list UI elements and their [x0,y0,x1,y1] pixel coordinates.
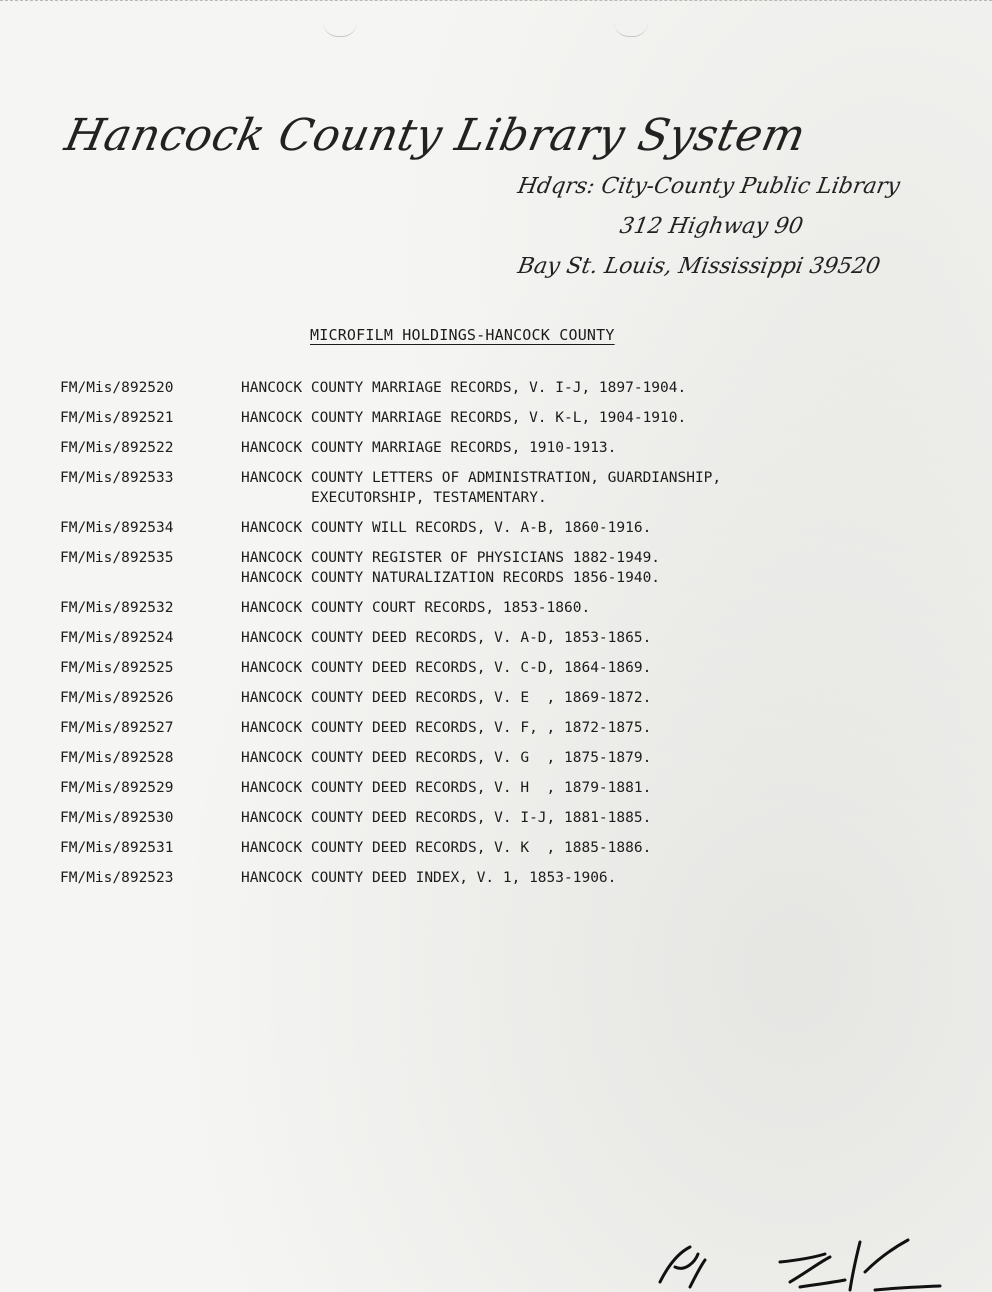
letterhead-library-name: Hancock County Library System [60,110,811,161]
holding-row [60,868,940,888]
holding-description-text: HANCOCK COUNTY COURT RECORDS, 1853-1860. [241,600,591,616]
holding-description [241,628,651,648]
holding-call-number: FM/Mis/892528 [60,750,174,766]
holding-description [241,518,651,538]
holding-call-number: FM/Mis/892526 [60,690,174,706]
holding-call-number: FM/Mis/892522 [60,440,174,456]
letterhead-address-line1: Hdqrs: City-County Public Library [515,174,902,199]
holding-row [60,598,940,618]
holding-description [241,378,686,398]
holding-description [241,838,651,858]
punch-hole-mark [614,22,648,37]
holding-description-second-line: HANCOCK COUNTY NATURALIZATION RECORDS 1856-1940. [241,570,661,586]
holding-row [60,808,940,828]
holding-description-text: HANCOCK COUNTY REGISTER OF PHYSICIANS 1882-1949. [241,550,661,566]
holding-description-text: HANCOCK COUNTY DEED RECORDS, V. F, , 1872-1875. [241,720,652,736]
holding-row [60,688,940,708]
holding-description-text: HANCOCK COUNTY DEED RECORDS, V. K , 1885-1886. [241,840,652,856]
handwritten-initials [650,1232,950,1292]
holding-description [241,658,651,678]
holding-description-text: HANCOCK COUNTY DEED RECORDS, V. C-D, 1864-1869. [241,660,652,676]
holding-row [60,408,940,428]
holding-call-number: FM/Mis/892532 [60,600,174,616]
holding-call-number: FM/Mis/892534 [60,520,174,536]
holding-call-number: FM/Mis/892525 [60,660,174,676]
holding-description [241,438,616,458]
holding-row [60,468,940,508]
holding-row [60,628,940,648]
holding-description [241,808,651,828]
holding-call-number: FM/Mis/892530 [60,810,174,826]
holding-description [241,748,651,768]
holding-description [241,598,590,618]
holding-call-number: FM/Mis/892524 [60,630,174,646]
holding-description [241,408,686,428]
holding-description-text: HANCOCK COUNTY MARRIAGE RECORDS, V. I-J, 1897-1904. [241,380,687,396]
holding-row [60,658,940,678]
holding-row [60,378,940,398]
holding-description-text: HANCOCK COUNTY MARRIAGE RECORDS, 1910-1913. [241,440,617,456]
holding-call-number: FM/Mis/892520 [60,380,174,396]
holding-description-text: HANCOCK COUNTY MARRIAGE RECORDS, V. K-L, 1904-1910. [241,410,687,426]
holding-row [60,548,940,588]
holding-row [60,838,940,858]
holding-description-text: HANCOCK COUNTY DEED RECORDS, V. E , 1869-1872. [241,690,652,706]
holdings-list [60,378,940,898]
holding-call-number: FM/Mis/892529 [60,780,174,796]
holding-call-number: FM/Mis/892521 [60,410,174,426]
holding-row [60,518,940,538]
holding-row [60,438,940,458]
holding-call-number: FM/Mis/892533 [60,470,174,486]
holding-description [241,868,616,888]
holding-description [241,548,660,588]
holding-call-number: FM/Mis/892535 [60,550,174,566]
holding-description-continuation: EXECUTORSHIP, TESTAMENTARY. [311,490,547,506]
punch-hole-mark [323,22,357,37]
holding-description-text: HANCOCK COUNTY DEED RECORDS, V. I-J, 1881-1885. [241,810,652,826]
holding-description-text: HANCOCK COUNTY DEED RECORDS, V. H , 1879-1881. [241,780,652,796]
document-title: MICROFILM HOLDINGS-HANCOCK COUNTY [310,326,615,344]
holding-call-number: FM/Mis/892523 [60,870,174,886]
holding-description-text: HANCOCK COUNTY DEED INDEX, V. 1, 1853-1906. [241,870,617,886]
holding-description-text: HANCOCK COUNTY LETTERS OF ADMINISTRATION, GUARDIANSHIP, [241,470,722,486]
holding-description [241,468,721,508]
holding-description [241,688,651,708]
letterhead-address-line3: Bay St. Louis, Mississippi 39520 [515,254,883,279]
holding-description [241,718,651,738]
holding-description-text: HANCOCK COUNTY WILL RECORDS, V. A-B, 1860-1916. [241,520,652,536]
holding-row [60,748,940,768]
page-top-edge [0,0,992,5]
holding-row [60,778,940,798]
holding-call-number: FM/Mis/892531 [60,840,174,856]
holding-description-text: HANCOCK COUNTY DEED RECORDS, V. G , 1875-1879. [241,750,652,766]
letterhead-address-line2: 312 Highway 90 [617,214,806,239]
holding-description [241,778,651,798]
holding-description-text: HANCOCK COUNTY DEED RECORDS, V. A-D, 1853-1865. [241,630,652,646]
holding-row [60,718,940,738]
holding-call-number: FM/Mis/892527 [60,720,174,736]
